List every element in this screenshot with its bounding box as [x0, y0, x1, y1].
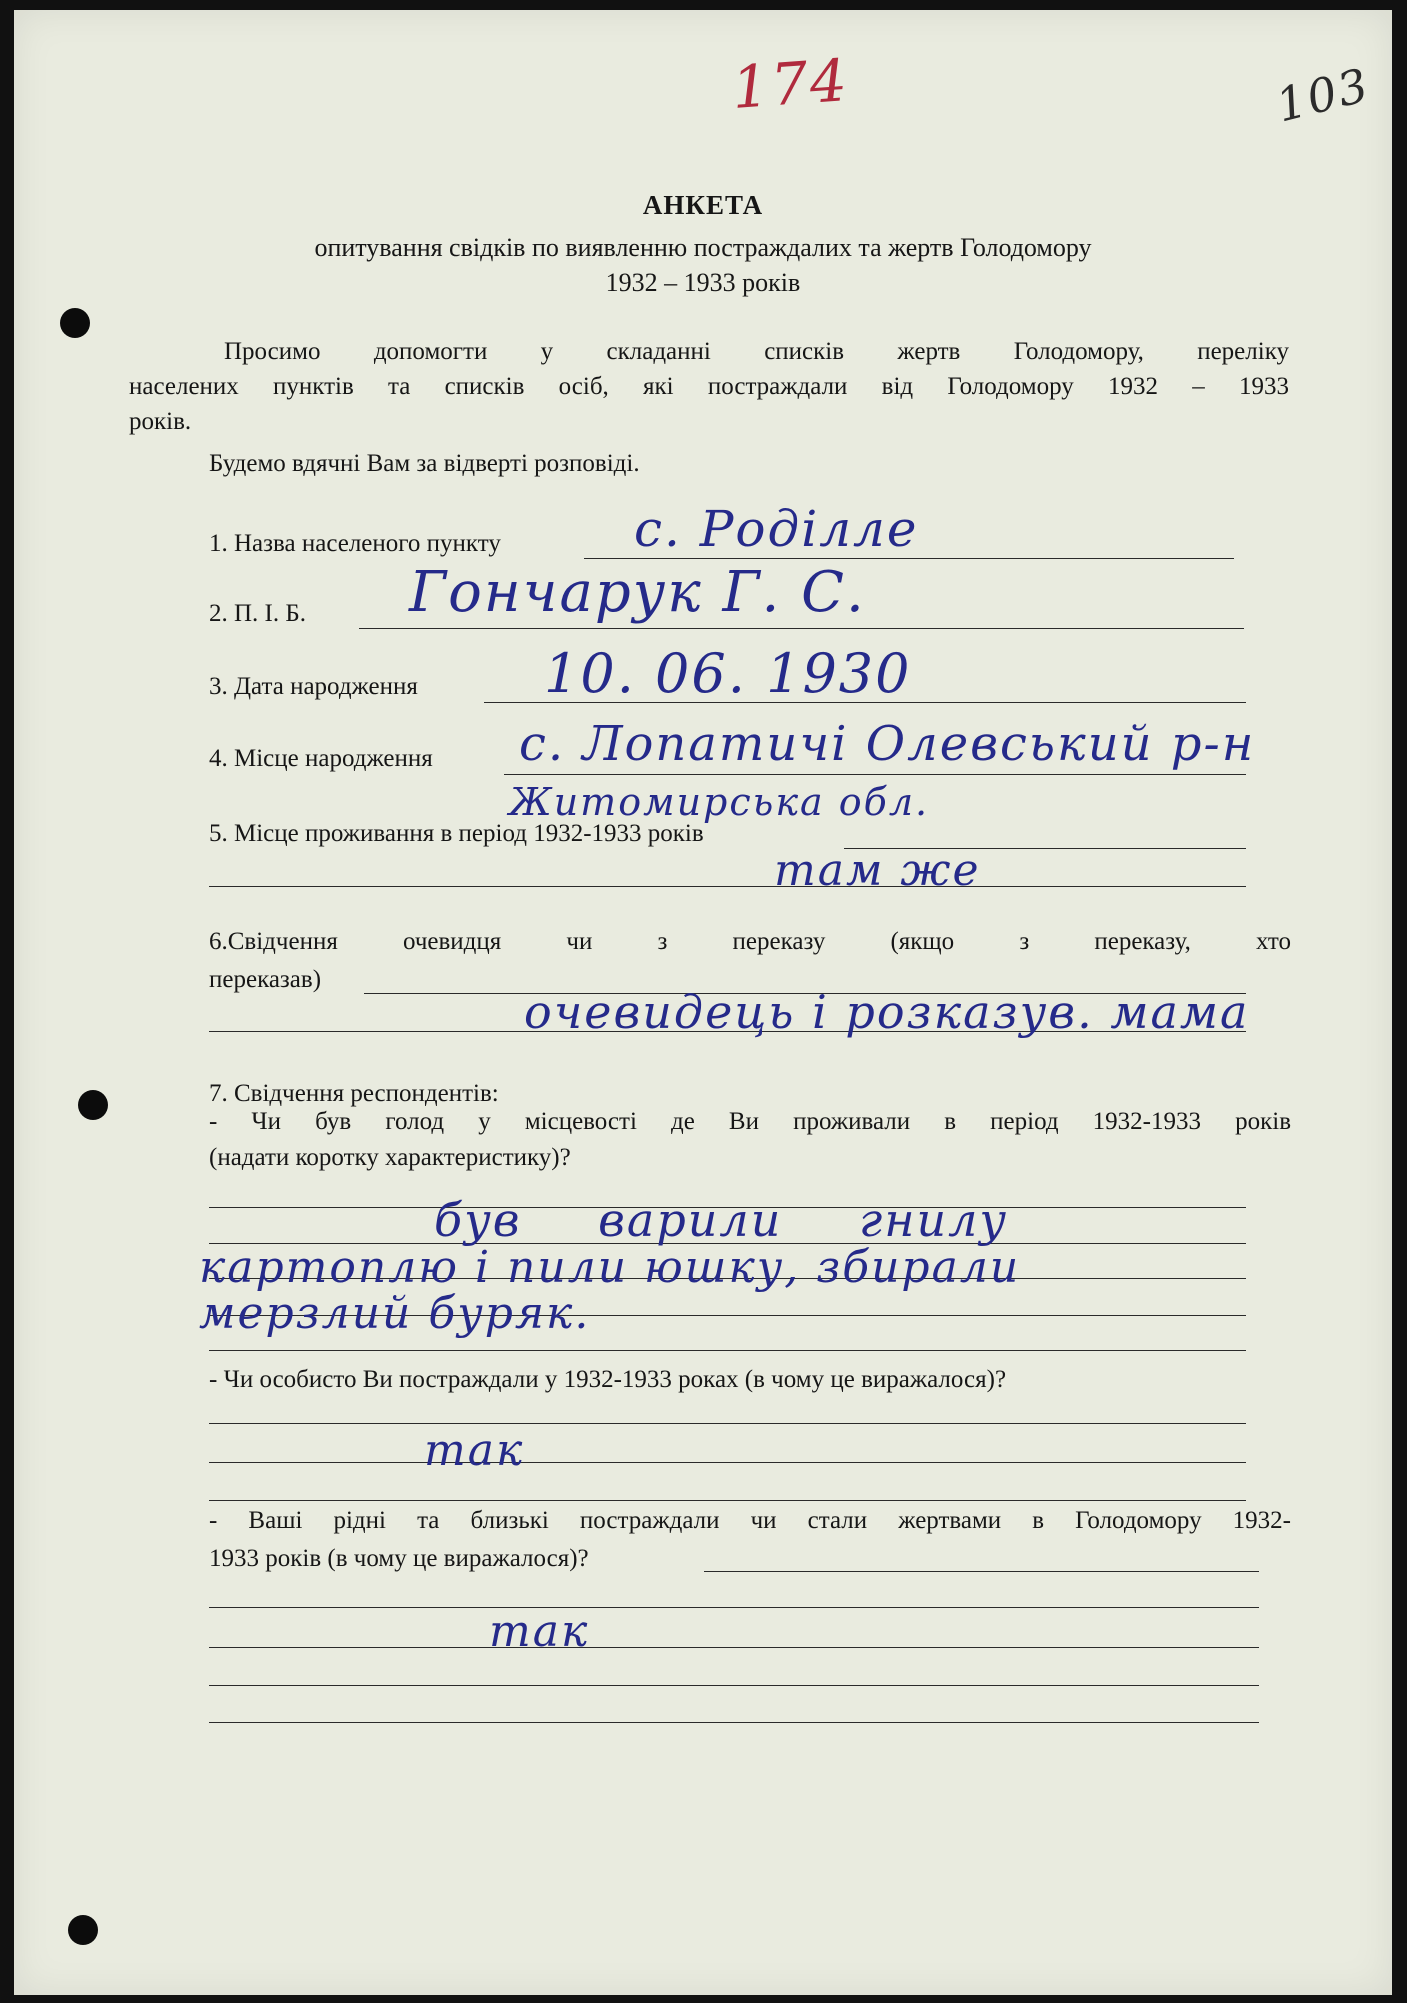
thanks-line: Будемо вдячні Вам за відверті розповіді. [209, 450, 640, 477]
q5-answer-line-2 [209, 886, 1246, 887]
q4-answer-line-2: Житомирська обл. [509, 780, 930, 824]
q7c-answer-line-1 [704, 1571, 1259, 1572]
intro-line-3: років. [129, 408, 192, 435]
intro-line-2: населених пунктів та списків осіб, які постраждали від Голодомору 1932 – 1933 [129, 373, 1289, 400]
q7a-question-line-1: - Чи був голод у місцевості де Ви проживали в період 1932-1933 років [209, 1108, 1291, 1135]
q7c-answer-line-5 [209, 1722, 1259, 1723]
q7c-question-line-1: - Ваші рідні та близькі постраждали чи стали жертвами в Голодомору 1932- [209, 1507, 1291, 1534]
archive-number-red: 174 [729, 46, 851, 122]
q1-answer: с. Роділле [634, 500, 919, 558]
q7b-question: - Чи особисто Ви постраждали у 1932-1933 роках (в чому це виражалося)? [209, 1366, 1007, 1393]
questionnaire-sheet [14, 10, 1392, 1995]
q7-heading: 7. Свідчення респондентів: [209, 1080, 499, 1107]
q7c-answer-line-4 [209, 1685, 1259, 1686]
q7b-answer-line-3 [209, 1500, 1246, 1501]
q4-label: 4. Місце народження [209, 745, 433, 772]
punch-hole-bottom [68, 1915, 98, 1945]
q7c-answer-line-3 [209, 1647, 1259, 1648]
form-title: АНКЕТА [642, 190, 764, 220]
q4-answer-line [504, 774, 1246, 775]
q1-answer-line [584, 558, 1234, 559]
q1-label: 1. Назва населеного пункту [209, 530, 501, 557]
archive-number-black: 103 [1270, 57, 1375, 133]
q7c-answer: так [489, 1606, 590, 1657]
q3-label: 3. Дата народження [209, 673, 418, 700]
q6-answer: очевидець і розказув. мама [524, 985, 1250, 1039]
q2-answer-line [359, 628, 1244, 629]
q7c-answer-line-2 [209, 1607, 1259, 1608]
q7a-answer-line-5 [209, 1350, 1246, 1351]
q4-answer-line-1: с. Лопатичі Олевський р-н [519, 716, 1256, 772]
q7b-answer-line-2 [209, 1462, 1246, 1463]
form-years: 1932 – 1933 років [605, 268, 801, 297]
punch-hole-middle [78, 1090, 108, 1120]
q7a-question-line-2: (надати коротку характеристику)? [209, 1144, 571, 1171]
q5-answer: там же [774, 845, 981, 896]
punch-hole-top [60, 308, 90, 338]
q5-label: 5. Місце проживання в період 1932-1933 років [209, 820, 704, 847]
q7a-answer-line-2-text: картоплю і пили юшку, збирали [199, 1242, 1021, 1293]
q7b-answer-line-1 [209, 1423, 1246, 1424]
q7b-answer: так [424, 1425, 525, 1476]
q7c-question-line-2: 1933 років (в чому це виражалося)? [209, 1545, 589, 1572]
q3-answer: 10. 06. 1930 [544, 642, 912, 705]
intro-line-1: Просимо допомогти у складанні списків жертв Голодомору, переліку [224, 338, 1289, 365]
q7a-answer-line-3-text: мерзлий буряк. [199, 1288, 591, 1339]
q6-label-line-1: 6.Свідчення очевидця чи з переказу (якщо з переказу, хто [209, 928, 1291, 955]
form-subtitle: опитування свідків по виявленню постраждалих та жертв Голодомору [314, 233, 1092, 262]
q2-label: 2. П. І. Б. [209, 600, 306, 627]
q6-label-line-2: переказав) [209, 966, 322, 993]
q7a-answer-line-1-text: був варили гнилу [434, 1193, 1009, 1247]
q2-answer: Гончарук Г. С. [409, 560, 866, 625]
